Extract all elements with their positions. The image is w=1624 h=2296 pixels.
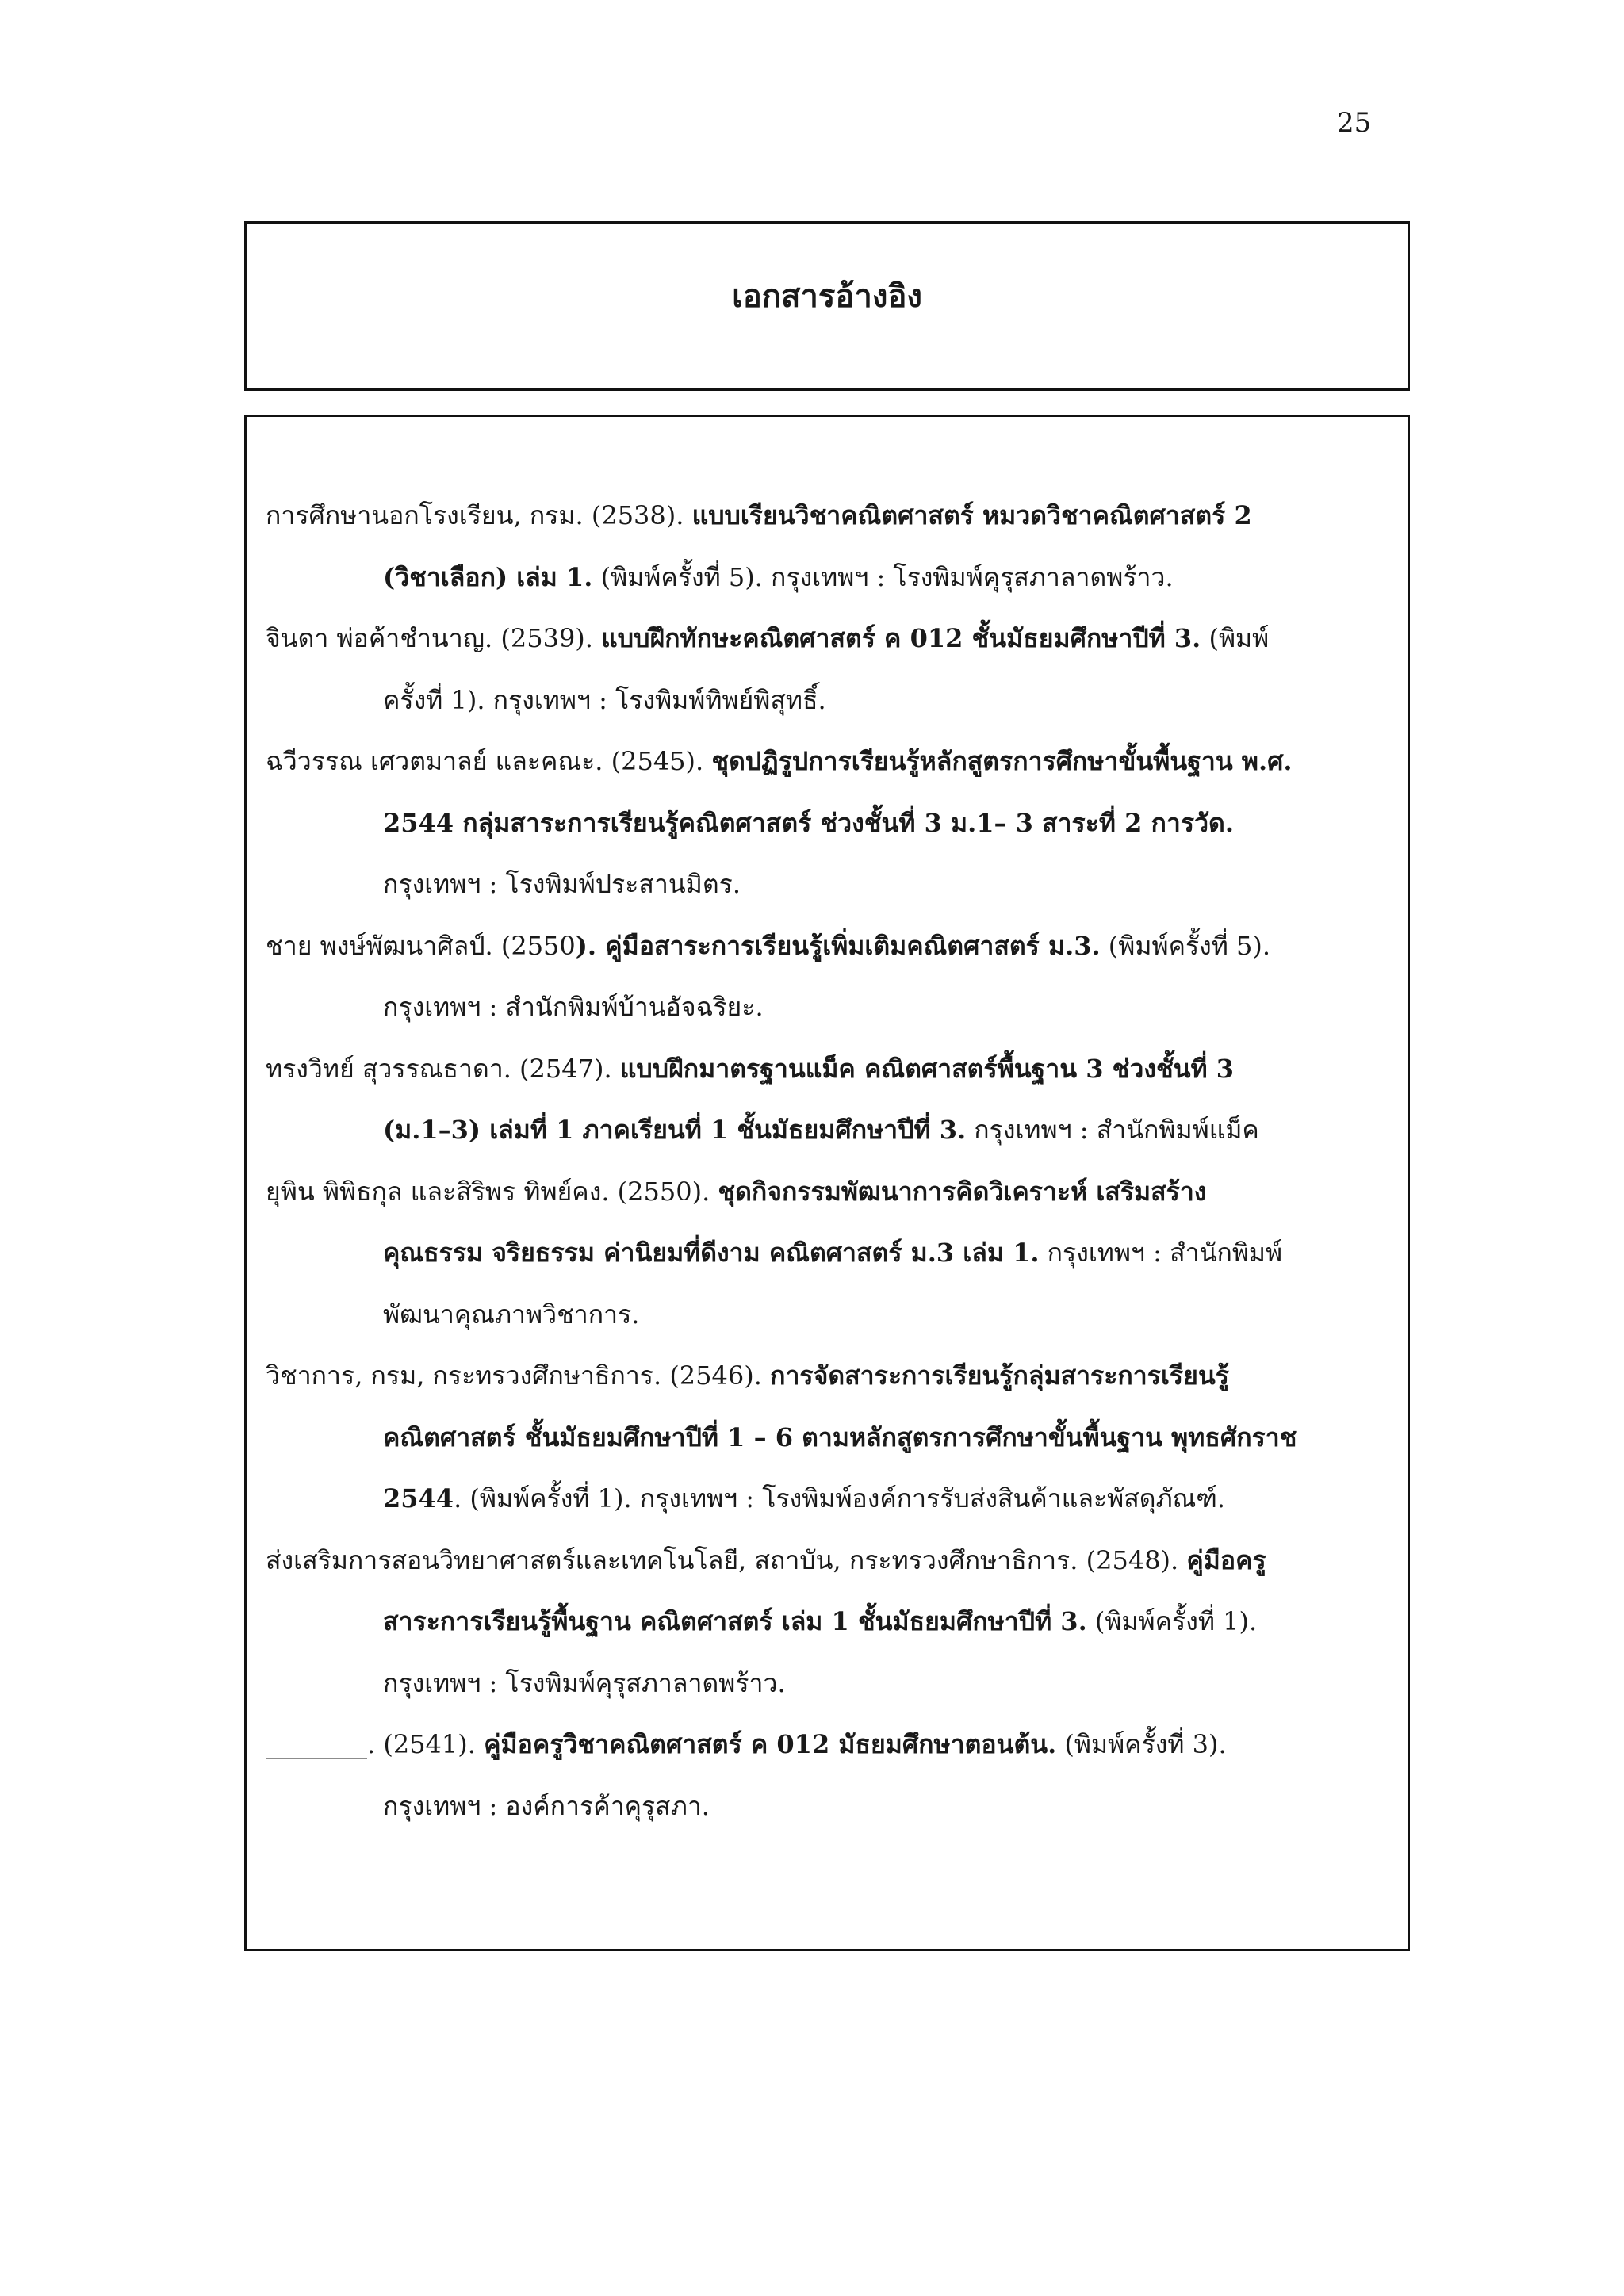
reference-line xyxy=(266,736,1392,798)
reference-line xyxy=(266,490,1392,552)
reference-line xyxy=(266,675,1392,737)
reference-line xyxy=(266,982,1392,1043)
reference-entry xyxy=(266,736,1392,920)
reference-text: กรุงเทพฯ : องค์การค้าคุรุสภา. xyxy=(383,1790,710,1821)
reference-entry xyxy=(266,1719,1392,1842)
reference-entry xyxy=(266,1166,1392,1351)
reference-line xyxy=(266,1104,1392,1166)
title-box xyxy=(244,221,1410,391)
reference-line xyxy=(266,1166,1392,1228)
reference-text: กรุงเทพฯ : โรงพิมพ์คุรุสภาลาดพร้าว. xyxy=(383,1667,786,1698)
reference-text: พัฒนาคุณภาพวิชาการ. xyxy=(383,1299,640,1330)
reference-text: การศึกษานอกโรงเรียน, กรม. (2538). xyxy=(266,500,692,530)
reference-text: ส่งเสริมการสอนวิทยาศาสตร์และเทคโนโลยี, สถาบัน, กระทรวงศึกษาธิการ. (2548). xyxy=(266,1544,1187,1575)
reference-title-text: คุณธรรม จริยธรรม ค่านิยมที่ดีงาม คณิตศาสตร์ ม.3 เล่ม 1. xyxy=(383,1238,1040,1268)
reference-title-text: ชุดปฏิรูปการเรียนรู้หลักสูตรการศึกษาขั้นพื้นฐาน พ.ศ. xyxy=(711,746,1293,776)
reference-line xyxy=(266,1350,1392,1412)
references-box xyxy=(244,415,1410,1951)
reference-line xyxy=(266,920,1392,982)
reference-title-text: คู่มือครู xyxy=(1186,1544,1266,1575)
reference-text: ครั้งที่ 1). กรุงเทพฯ : โรงพิมพ์ทิพย์พิสุทธิ์. xyxy=(383,684,826,715)
reference-text: กรุงเทพฯ : สำนักพิมพ์แม็ค xyxy=(966,1115,1259,1145)
reference-text: (พิมพ์ครั้งที่ 1). xyxy=(1086,1606,1258,1636)
reference-text: วิชาการ, กรม, กระทรวงศึกษาธิการ. (2546). xyxy=(266,1360,771,1391)
reference-list xyxy=(266,490,1392,1842)
page-number: 25 xyxy=(1337,107,1372,139)
reference-line xyxy=(266,1781,1392,1843)
reference-title-text: (วิชาเลือก) เล่ม 1. xyxy=(383,561,593,592)
reference-line xyxy=(266,798,1392,859)
reference-line xyxy=(266,1227,1392,1289)
reference-line xyxy=(266,613,1392,675)
reference-line xyxy=(266,1719,1392,1781)
reference-line xyxy=(266,1596,1392,1658)
reference-text: ชาย พงษ์พัฒนาศิลป์. (2550 xyxy=(266,930,576,961)
reference-text: กรุงเทพฯ : โรงพิมพ์ประสานมิตร. xyxy=(383,869,741,899)
reference-text: ยุพิน พิพิธกุล และสิริพร ทิพย์คง. (2550). xyxy=(266,1176,718,1207)
reference-line xyxy=(266,1658,1392,1720)
reference-line xyxy=(266,552,1392,614)
reference-line xyxy=(266,1535,1392,1597)
reference-title-text: แบบฝึกมาตรฐานแม็ค คณิตศาสตร์พื้นฐาน 3 ช่วงชั้นที่ 3 xyxy=(619,1053,1235,1084)
reference-line xyxy=(266,1043,1392,1105)
reference-title-text: ชุดกิจกรรมพัฒนาการคิดวิเคราะห์ เสริมสร้าง xyxy=(718,1176,1207,1207)
reference-title-text: ). คู่มือสาระการเรียนรู้เพิ่มเติมคณิตศาสตร์ ม.3. xyxy=(575,930,1101,961)
reference-text: ฉวีวรรณ เศวตมาลย์ และคณะ. (2545). xyxy=(266,746,712,776)
reference-text: ทรงวิทย์ สุวรรณธาดา. (2547). xyxy=(266,1053,620,1084)
reference-title-text: 2544 กลุ่มสาระการเรียนรู้คณิตศาสตร์ ช่วงชั้นที่ 3 ม.1– 3 สาระที่ 2 การวัด. xyxy=(383,807,1234,838)
reference-title-text: สาระการเรียนรู้พื้นฐาน คณิตศาสตร์ เล่ม 1 ชั้นมัธยมศึกษาปีที่ 3. xyxy=(383,1606,1087,1636)
reference-text: กรุงเทพฯ : สำนักพิมพ์บ้านอัจฉริยะ. xyxy=(383,992,764,1022)
reference-text: ________. (2541). xyxy=(266,1729,485,1759)
reference-title-text: แบบเรียนวิชาคณิตศาสตร์ หมวดวิชาคณิตศาสตร์ 2 xyxy=(691,500,1252,530)
reference-entry xyxy=(266,1535,1392,1720)
reference-text: (พิมพ์ครั้งที่ 5). กรุงเทพฯ : โรงพิมพ์คุรุสภาลาดพร้าว. xyxy=(592,561,1174,592)
reference-entry xyxy=(266,1043,1392,1166)
reference-title-text: (ม.1–3) เล่มที่ 1 ภาคเรียนที่ 1 ชั้นมัธยมศึกษาปีที่ 3. xyxy=(383,1115,967,1145)
reference-text: (พิมพ์ครั้งที่ 3). xyxy=(1056,1729,1227,1759)
reference-entry xyxy=(266,920,1392,1043)
reference-entry xyxy=(266,490,1392,613)
reference-title-text: คณิตศาสตร์ ชั้นมัธยมศึกษาปีที่ 1 – 6 ตามหลักสูตรการศึกษาขั้นพื้นฐาน พุทธศักราช xyxy=(383,1422,1297,1452)
reference-text: จินดา พ่อค้าชำนาญ. (2539). xyxy=(266,623,602,653)
reference-title-text: แบบฝึกทักษะคณิตศาสตร์ ค 012 ชั้นมัธยมศึกษาปีที่ 3. xyxy=(601,623,1201,653)
reference-line xyxy=(266,1473,1392,1535)
page-title: เอกสารอ้างอิง xyxy=(732,277,922,315)
reference-title-text: 2544 xyxy=(383,1483,454,1513)
reference-line xyxy=(266,1289,1392,1351)
reference-entry xyxy=(266,1350,1392,1535)
reference-title-text: คู่มือครูวิชาคณิตศาสตร์ ค 012 มัธยมศึกษาตอนต้น. xyxy=(484,1729,1057,1759)
reference-line xyxy=(266,859,1392,920)
reference-title-text: การจัดสาระการเรียนรู้กลุ่มสาระการเรียนรู้ xyxy=(770,1360,1229,1391)
reference-entry xyxy=(266,613,1392,736)
reference-text: . (พิมพ์ครั้งที่ 1). กรุงเทพฯ : โรงพิมพ์องค์การรับส่งสินค้าและพัสดุภัณฑ์. xyxy=(454,1483,1226,1513)
reference-text: (พิมพ์ xyxy=(1201,623,1270,653)
reference-text: กรุงเทพฯ : สำนักพิมพ์ xyxy=(1039,1238,1283,1268)
reference-line xyxy=(266,1412,1392,1474)
reference-text: (พิมพ์ครั้งที่ 5). xyxy=(1100,930,1271,961)
